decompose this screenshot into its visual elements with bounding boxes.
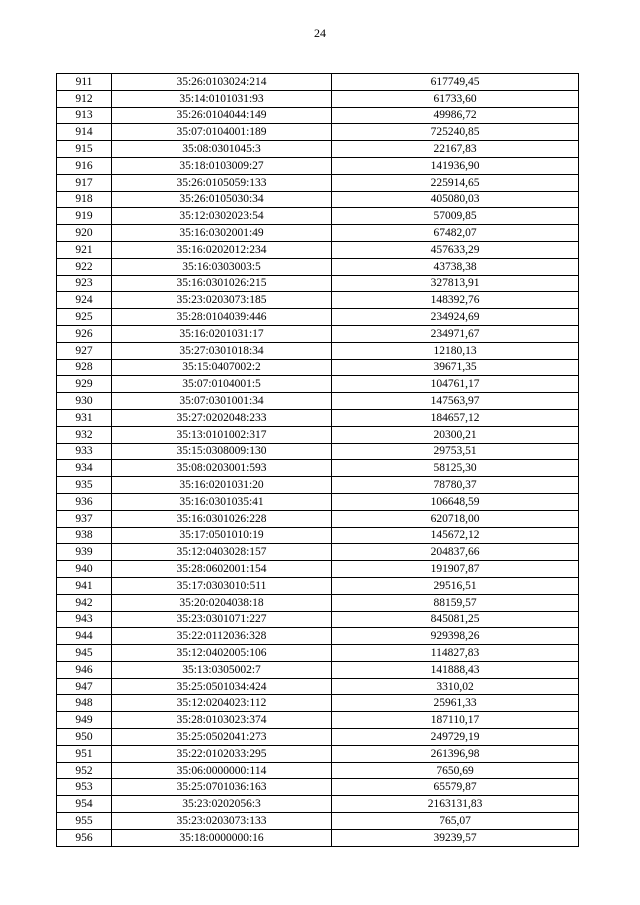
row-number-cell: 921 [57, 241, 112, 258]
row-number-cell: 948 [57, 695, 112, 712]
row-number-cell: 939 [57, 544, 112, 561]
table-body [57, 74, 579, 847]
table-row [57, 157, 579, 174]
value-cell: 327813,91 [332, 275, 579, 292]
cadastral-number-cell: 35:16:0301026:215 [112, 275, 332, 292]
cadastral-number-cell: 35:25:0501034:424 [112, 678, 332, 695]
row-number-cell: 933 [57, 443, 112, 460]
cadastral-number-cell: 35:23:0203073:185 [112, 292, 332, 309]
cadastral-number-cell: 35:07:0301001:34 [112, 393, 332, 410]
cadastral-number-cell: 35:16:0301026:228 [112, 510, 332, 527]
row-number-cell: 954 [57, 796, 112, 813]
cadastral-number-cell: 35:16:0201031:17 [112, 325, 332, 342]
value-cell: 184657,12 [332, 409, 579, 426]
table-row [57, 796, 579, 813]
value-cell: 617749,45 [332, 74, 579, 91]
row-number-cell: 931 [57, 409, 112, 426]
row-number-cell: 956 [57, 829, 112, 846]
row-number-cell: 930 [57, 393, 112, 410]
value-cell: 141936,90 [332, 157, 579, 174]
cadastral-number-cell: 35:07:0104001:5 [112, 376, 332, 393]
row-number-cell: 940 [57, 561, 112, 578]
value-cell: 261396,98 [332, 745, 579, 762]
cadastral-number-cell: 35:12:0204023:112 [112, 695, 332, 712]
value-cell: 58125,30 [332, 460, 579, 477]
row-number-cell: 937 [57, 510, 112, 527]
row-number-cell: 947 [57, 678, 112, 695]
table-row [57, 695, 579, 712]
table-row [57, 628, 579, 645]
table-row [57, 712, 579, 729]
table-row [57, 829, 579, 846]
cadastral-number-cell: 35:15:0407002:2 [112, 359, 332, 376]
cadastral-number-cell: 35:28:0103023:374 [112, 712, 332, 729]
value-cell: 114827,83 [332, 645, 579, 662]
value-cell: 43738,38 [332, 258, 579, 275]
value-cell: 204837,66 [332, 544, 579, 561]
cadastral-number-cell: 35:12:0402005:106 [112, 645, 332, 662]
cadastral-number-cell: 35:23:0202056:3 [112, 796, 332, 813]
cadastral-value-table [56, 73, 579, 847]
table-row [57, 477, 579, 494]
row-number-cell: 934 [57, 460, 112, 477]
row-number-cell: 944 [57, 628, 112, 645]
table-row [57, 191, 579, 208]
cadastral-number-cell: 35:27:0301018:34 [112, 342, 332, 359]
row-number-cell: 951 [57, 745, 112, 762]
value-cell: 78780,37 [332, 477, 579, 494]
row-number-cell: 920 [57, 225, 112, 242]
table-row [57, 577, 579, 594]
value-cell: 234971,67 [332, 325, 579, 342]
table-row [57, 678, 579, 695]
table-row [57, 258, 579, 275]
table-row [57, 90, 579, 107]
table-row [57, 292, 579, 309]
table-row [57, 762, 579, 779]
value-cell: 65579,87 [332, 779, 579, 796]
value-cell: 22167,83 [332, 141, 579, 158]
table-row [57, 561, 579, 578]
table-row [57, 325, 579, 342]
cadastral-number-cell: 35:13:0101002:317 [112, 426, 332, 443]
row-number-cell: 950 [57, 729, 112, 746]
value-cell: 147563,97 [332, 393, 579, 410]
table-row [57, 393, 579, 410]
table-row [57, 729, 579, 746]
cadastral-number-cell: 35:07:0104001:189 [112, 124, 332, 141]
row-number-cell: 927 [57, 342, 112, 359]
row-number-cell: 924 [57, 292, 112, 309]
cadastral-number-cell: 35:26:0103024:214 [112, 74, 332, 91]
cadastral-number-cell: 35:17:0501010:19 [112, 527, 332, 544]
row-number-cell: 932 [57, 426, 112, 443]
table-row [57, 124, 579, 141]
row-number-cell: 935 [57, 477, 112, 494]
table-row [57, 493, 579, 510]
value-cell: 148392,76 [332, 292, 579, 309]
cadastral-number-cell: 35:20:0204038:18 [112, 594, 332, 611]
row-number-cell: 917 [57, 174, 112, 191]
cadastral-number-cell: 35:16:0302001:49 [112, 225, 332, 242]
table-row [57, 275, 579, 292]
cadastral-number-cell: 35:18:0103009:27 [112, 157, 332, 174]
cadastral-number-cell: 35:18:0000000:16 [112, 829, 332, 846]
value-cell: 765,07 [332, 813, 579, 830]
row-number-cell: 916 [57, 157, 112, 174]
row-number-cell: 919 [57, 208, 112, 225]
value-cell: 3310,02 [332, 678, 579, 695]
value-cell: 929398,26 [332, 628, 579, 645]
cadastral-number-cell: 35:25:0701036:163 [112, 779, 332, 796]
cadastral-number-cell: 35:06:0000000:114 [112, 762, 332, 779]
table-row [57, 342, 579, 359]
table-row [57, 309, 579, 326]
row-number-cell: 914 [57, 124, 112, 141]
value-cell: 25961,33 [332, 695, 579, 712]
value-cell: 49986,72 [332, 107, 579, 124]
table-row [57, 443, 579, 460]
value-cell: 104761,17 [332, 376, 579, 393]
value-cell: 7650,69 [332, 762, 579, 779]
row-number-cell: 913 [57, 107, 112, 124]
value-cell: 225914,65 [332, 174, 579, 191]
cadastral-number-cell: 35:16:0202012:234 [112, 241, 332, 258]
cadastral-number-cell: 35:23:0203073:133 [112, 813, 332, 830]
page-number: 24 [314, 26, 326, 40]
table-row [57, 661, 579, 678]
table-row [57, 107, 579, 124]
cadastral-number-cell: 35:12:0403028:157 [112, 544, 332, 561]
value-cell: 29753,51 [332, 443, 579, 460]
value-cell: 29516,51 [332, 577, 579, 594]
table-row [57, 141, 579, 158]
table-row [57, 813, 579, 830]
cadastral-number-cell: 35:12:0302023:54 [112, 208, 332, 225]
cadastral-number-cell: 35:26:0105030:34 [112, 191, 332, 208]
cadastral-number-cell: 35:08:0301045:3 [112, 141, 332, 158]
cadastral-number-cell: 35:16:0303003:5 [112, 258, 332, 275]
cadastral-number-cell: 35:22:0102033:295 [112, 745, 332, 762]
value-cell: 187110,17 [332, 712, 579, 729]
row-number-cell: 912 [57, 90, 112, 107]
row-number-cell: 941 [57, 577, 112, 594]
row-number-cell: 936 [57, 493, 112, 510]
value-cell: 845081,25 [332, 611, 579, 628]
table-row [57, 426, 579, 443]
cadastral-number-cell: 35:27:0202048:233 [112, 409, 332, 426]
value-cell: 725240,85 [332, 124, 579, 141]
table-row [57, 241, 579, 258]
cadastral-number-cell: 35:28:0602001:154 [112, 561, 332, 578]
cadastral-number-cell: 35:28:0104039:446 [112, 309, 332, 326]
value-cell: 88159,57 [332, 594, 579, 611]
table-row [57, 225, 579, 242]
table-row [57, 745, 579, 762]
value-cell: 249729,19 [332, 729, 579, 746]
value-cell: 2163131,83 [332, 796, 579, 813]
cadastral-number-cell: 35:16:0201031:20 [112, 477, 332, 494]
cadastral-number-cell: 35:15:0308009:130 [112, 443, 332, 460]
table-row [57, 359, 579, 376]
table-row [57, 645, 579, 662]
table-row [57, 594, 579, 611]
table-row [57, 409, 579, 426]
cadastral-number-cell: 35:13:0305002:7 [112, 661, 332, 678]
value-cell: 457633,29 [332, 241, 579, 258]
row-number-cell: 943 [57, 611, 112, 628]
row-number-cell: 942 [57, 594, 112, 611]
row-number-cell: 928 [57, 359, 112, 376]
value-cell: 61733,60 [332, 90, 579, 107]
value-cell: 191907,87 [332, 561, 579, 578]
value-cell: 620718,00 [332, 510, 579, 527]
table-row [57, 544, 579, 561]
cadastral-number-cell: 35:26:0105059:133 [112, 174, 332, 191]
table-row [57, 527, 579, 544]
value-cell: 405080,03 [332, 191, 579, 208]
value-cell: 20300,21 [332, 426, 579, 443]
value-cell: 141888,43 [332, 661, 579, 678]
value-cell: 67482,07 [332, 225, 579, 242]
row-number-cell: 911 [57, 74, 112, 91]
table-row [57, 510, 579, 527]
cadastral-number-cell: 35:23:0301071:227 [112, 611, 332, 628]
cadastral-number-cell: 35:16:0301035:41 [112, 493, 332, 510]
row-number-cell: 923 [57, 275, 112, 292]
row-number-cell: 953 [57, 779, 112, 796]
table-row [57, 611, 579, 628]
table-row [57, 376, 579, 393]
row-number-cell: 952 [57, 762, 112, 779]
value-cell: 39239,57 [332, 829, 579, 846]
value-cell: 57009,85 [332, 208, 579, 225]
table-row [57, 208, 579, 225]
row-number-cell: 938 [57, 527, 112, 544]
row-number-cell: 915 [57, 141, 112, 158]
row-number-cell: 918 [57, 191, 112, 208]
cadastral-number-cell: 35:17:0303010:511 [112, 577, 332, 594]
value-cell: 145672,12 [332, 527, 579, 544]
row-number-cell: 946 [57, 661, 112, 678]
value-cell: 234924,69 [332, 309, 579, 326]
value-cell: 39671,35 [332, 359, 579, 376]
cadastral-number-cell: 35:08:0203001:593 [112, 460, 332, 477]
cadastral-number-cell: 35:25:0502041:273 [112, 729, 332, 746]
row-number-cell: 929 [57, 376, 112, 393]
row-number-cell: 945 [57, 645, 112, 662]
row-number-cell: 926 [57, 325, 112, 342]
table-row [57, 460, 579, 477]
value-cell: 12180,13 [332, 342, 579, 359]
row-number-cell: 922 [57, 258, 112, 275]
table-row [57, 174, 579, 191]
table-row [57, 74, 579, 91]
cadastral-number-cell: 35:14:0101031:93 [112, 90, 332, 107]
value-cell: 106648,59 [332, 493, 579, 510]
cadastral-number-cell: 35:22:0112036:328 [112, 628, 332, 645]
row-number-cell: 925 [57, 309, 112, 326]
row-number-cell: 955 [57, 813, 112, 830]
table-row [57, 779, 579, 796]
cadastral-number-cell: 35:26:0104044:149 [112, 107, 332, 124]
row-number-cell: 949 [57, 712, 112, 729]
